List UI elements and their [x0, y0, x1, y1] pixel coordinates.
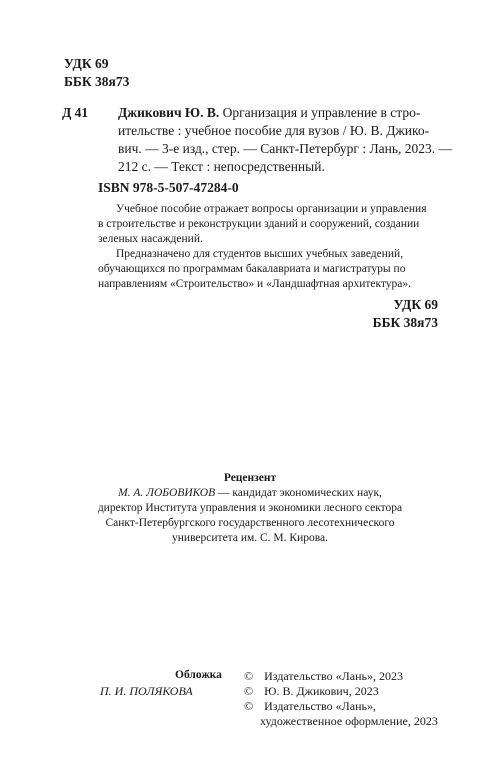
udk-top: УДК 69 — [64, 56, 109, 71]
author-name: Джикович Ю. В. — [118, 105, 220, 120]
title-start: Организация и управление в стро- — [222, 105, 421, 120]
annotation-p2-line3: направлениям «Строительство» и «Ландшафтная архитектура». — [98, 278, 412, 290]
bib-line-2: ительстве : учебное пособие для вузов / Ю. В. Джико- — [118, 123, 430, 138]
copyright-text-3: Издательство «Лань», — [264, 699, 376, 713]
reviewer-line-2: директор Института управления и экономики лесного сектора — [97, 502, 403, 514]
reviewer-name: М. А. ЛОБОВИКОВ — [118, 487, 216, 499]
cover-heading: Обложка — [175, 669, 222, 681]
isbn: ISBN 978-5-507-47284-0 — [98, 180, 239, 195]
bib-line-3: вич. — 3-е изд., стер. — Санкт-Петербург : Лань, 2023. — — [118, 141, 452, 156]
reviewer-line-4: университета им. С. М. Кирова. — [172, 532, 328, 544]
copyright-text-1: Издательство «Лань», 2023 — [264, 669, 403, 683]
annotation-p1-line1: Учебное пособие отражает вопросы организации и управления — [116, 203, 427, 215]
bbk-bottom: ББК 38я73 — [372, 315, 438, 330]
copyright-icon: © — [244, 699, 254, 713]
bib-line-4: 212 с. — Текст : непосредственный. — [118, 159, 325, 174]
annotation-p2-line1: Предназначено для студентов высших учебных заведений, — [116, 248, 404, 260]
reviewer-line-3: Санкт-Петербургского государственного лесотехнического — [105, 517, 395, 529]
copyright-continuation: художественное оформление, 2023 — [260, 714, 438, 728]
annotation-p2-line2: обучающихся по программам бакалавриата и магистратуры по — [98, 263, 406, 275]
copyright-icon: © — [244, 669, 254, 683]
bbk-top: ББК 38я73 — [64, 74, 130, 89]
reviewer-heading: Рецензент — [223, 472, 277, 484]
annotation-p1-line3: зеленых насаждений. — [98, 233, 203, 245]
copyright-line-1 — [244, 669, 403, 684]
bib-line-1 — [118, 105, 420, 121]
copyright-text-2: Ю. В. Джикович, 2023 — [264, 684, 379, 698]
cover-designer-name: П. И. ПОЛЯКОВА — [100, 684, 193, 698]
reviewer-degree: — кандидат экономических наук, — [215, 487, 382, 499]
annotation-p1-line2: в строительстве и реконструкции зданий и сооружений, создании — [98, 218, 420, 230]
copyright-line-3 — [244, 699, 376, 714]
author-mark: Д 41 — [62, 105, 89, 120]
udk-bottom: УДК 69 — [393, 297, 438, 312]
copyright-icon: © — [244, 684, 254, 698]
reviewer-line-1 — [0, 487, 500, 499]
copyright-line-2 — [244, 684, 379, 699]
